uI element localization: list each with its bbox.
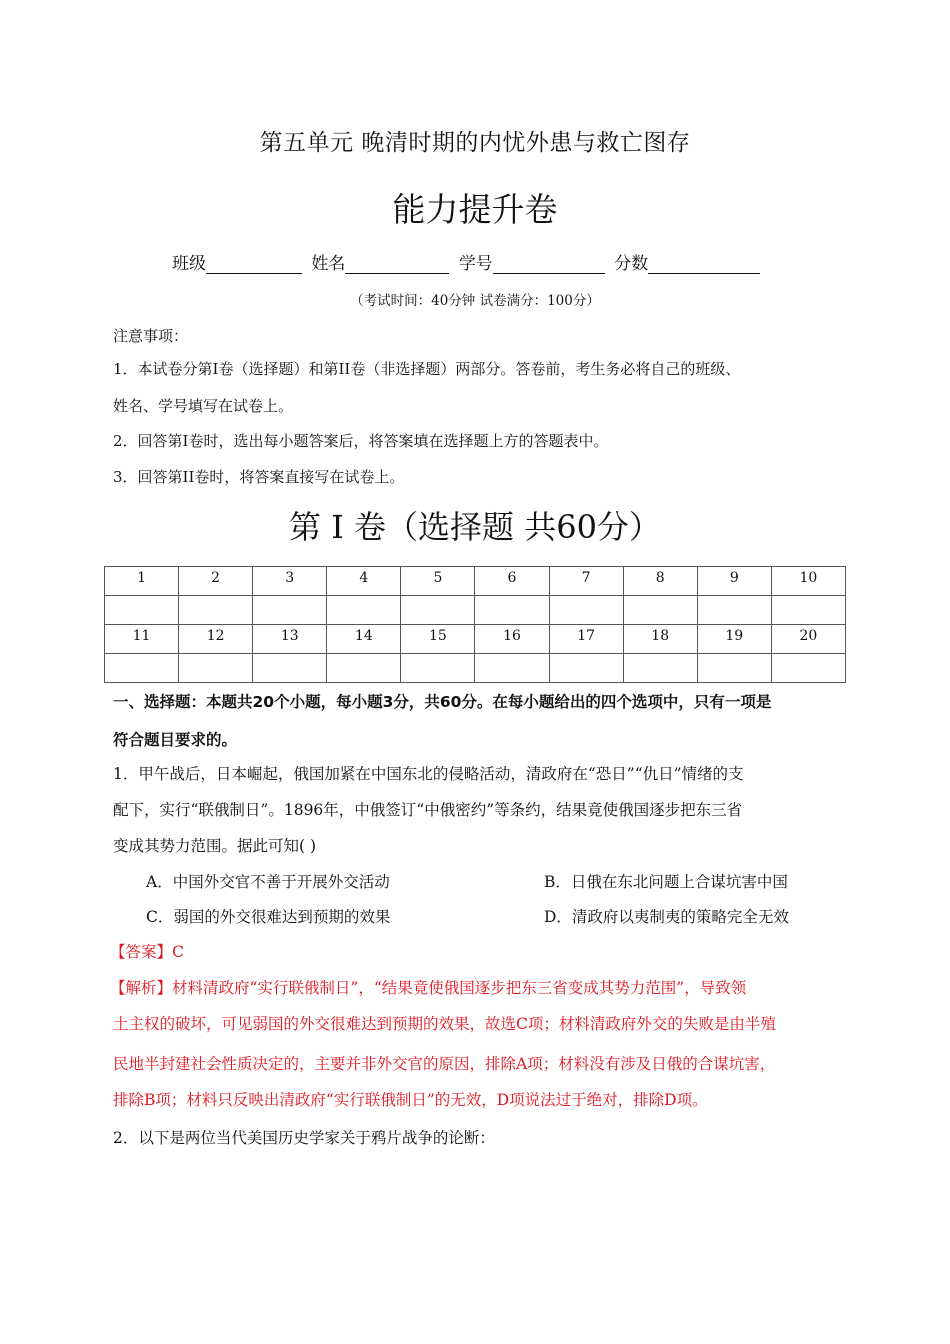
table-row [105,625,846,654]
notice-item: 1．本试卷分第I卷（选择题）和第II卷（非选择题）两部分。答卷前，考生务必将自己的班级、 [113,360,741,378]
section-instructions: 符合题目要求的。 [113,731,238,749]
name-label: 姓名 [311,254,346,274]
answer-cell[interactable] [549,654,623,683]
question-number-cell: 12 [179,625,253,654]
option-d: D．清政府以夷制夷的策略完全无效 [544,908,789,926]
exam-meta: （考试时间：40分钟 试卷满分：100分） [350,293,600,309]
question-number-cell: 6 [475,567,549,596]
answer-table [104,566,846,683]
volume-title: 第 I 卷（选择题 共60分） [289,508,661,546]
question-number-cell: 19 [697,625,771,654]
answer-label: 【答案】C [110,943,184,961]
question-number-cell: 7 [549,567,623,596]
section-instructions: 一、选择题：本题共20个小题，每小题3分，共60分。在每小题给出的四个选项中，只有一项是 [113,693,772,711]
name-field[interactable] [345,255,449,274]
answer-cell[interactable] [771,654,845,683]
answer-cell[interactable] [697,596,771,625]
option-b: B．日俄在东北问题上合谋坑害中国 [544,873,788,891]
option-c: C．弱国的外交很难达到预期的效果 [146,908,391,926]
question-stem: 变成其势力范围。据此可知( ) [113,837,317,855]
class-label: 班级 [172,254,206,274]
student-id-label: 学号 [458,254,493,274]
question-number-cell: 20 [771,625,845,654]
question-number-cell: 11 [105,625,179,654]
option-a: A．中国外交官不善于开展外交活动 [146,873,390,891]
notice-item: 2．回答第I卷时，选出每小题答案后，将答案填在选择题上方的答题表中。 [113,432,609,450]
student-id-field[interactable] [493,255,605,274]
question-number-cell: 5 [401,567,475,596]
answer-cell[interactable] [253,596,327,625]
notice-item: 3．回答第II卷时，将答案直接写在试卷上。 [113,468,405,486]
table-row [105,654,846,683]
class-field[interactable] [206,255,302,274]
question-stem: 2．以下是两位当代美国历史学家关于鸦片战争的论断： [113,1129,495,1147]
question-stem: 配下，实行“联俄制日”。1896年，中俄签订“中俄密约”等条约，结果竟使俄国逐步把东三省 [113,801,743,819]
answer-cell[interactable] [771,596,845,625]
question-number-cell: 1 [105,567,179,596]
answer-cell[interactable] [623,596,697,625]
answer-cell[interactable] [253,654,327,683]
question-number-cell: 18 [623,625,697,654]
question-number-cell: 8 [623,567,697,596]
answer-cell[interactable] [327,654,401,683]
analysis-text: 【解析】材料清政府“实行联俄制日”，“结果竟使俄国逐步把东三省变成其势力范围”，导致领 [110,979,747,997]
answer-cell[interactable] [549,596,623,625]
question-number-cell: 2 [179,567,253,596]
answer-cell[interactable] [401,596,475,625]
answer-cell[interactable] [179,654,253,683]
question-number-cell: 14 [327,625,401,654]
analysis-text: 排除B项；材料只反映出清政府“实行联俄制日”的无效，D项说法过于绝对，排除D项。 [113,1091,708,1109]
answer-cell[interactable] [105,596,179,625]
question-number-cell: 9 [697,567,771,596]
answer-cell[interactable] [475,596,549,625]
answer-cell[interactable] [327,596,401,625]
answer-cell[interactable] [179,596,253,625]
answer-cell[interactable] [105,654,179,683]
notice-item: 姓名、学号填写在试卷上。 [113,397,294,415]
student-info-row [172,249,764,274]
question-stem: 1．甲午战后，日本崛起，俄国加紧在中国东北的侵略活动，清政府在“恐日”“仇日”情绪的支 [113,765,744,783]
answer-cell[interactable] [623,654,697,683]
analysis-text: 民地半封建社会性质决定的，主要并非外交官的原因，排除A项；材料没有涉及日俄的合谋坑害， [113,1055,776,1073]
answer-cell[interactable] [697,654,771,683]
question-number-cell: 10 [771,567,845,596]
score-field[interactable] [648,255,760,274]
table-row [105,596,846,625]
answer-cell[interactable] [401,654,475,683]
answer-cell[interactable] [475,654,549,683]
question-number-cell: 15 [401,625,475,654]
score-label: 分数 [614,254,649,274]
notice-heading: 注意事项： [113,327,189,345]
question-number-cell: 16 [475,625,549,654]
table-row [105,567,846,596]
question-number-cell: 13 [253,625,327,654]
paper-title: 能力提升卷 [392,190,558,229]
question-number-cell: 4 [327,567,401,596]
question-number-cell: 3 [253,567,327,596]
analysis-text: 土主权的破坏，可见弱国的外交很难达到预期的效果，故选C项；材料清政府外交的失败是由半殖 [113,1015,776,1033]
question-number-cell: 17 [549,625,623,654]
unit-title: 第五单元 晚清时期的内忧外患与救亡图存 [259,130,691,156]
